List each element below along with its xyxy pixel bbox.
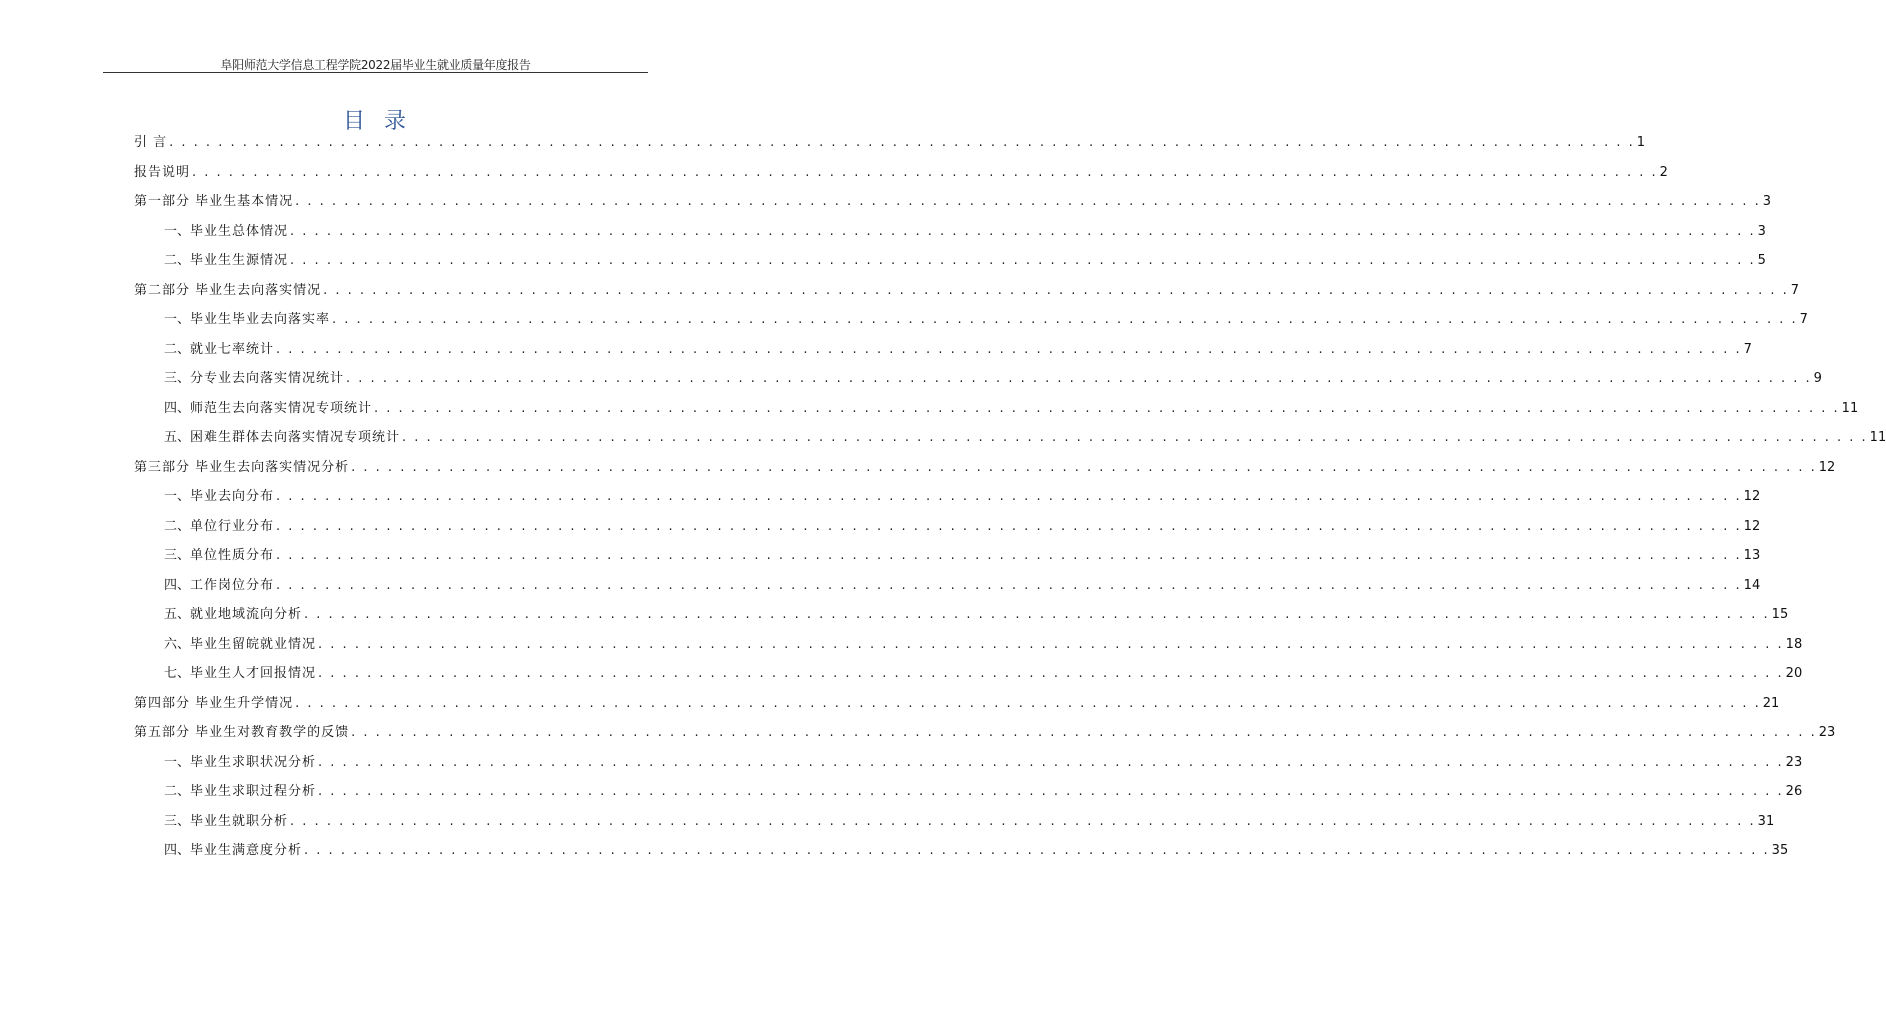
toc-entry-label: 毕业生就职分析 (190, 813, 289, 829)
toc-leader-dots: . . . . . . . . . . . . . . . . . . . . . . . . . . . . . . . . . . . . . . . . . . . . . . . . . . . . . . . . . . . . . . . . . . . . . . . . . . . . . . . . . . . . . . . . . . . . . . . . . . . . . . . . . . . . . . . . . . . . . . . . (290, 253, 1756, 268)
toc-entry-page: 35 (1771, 843, 1789, 858)
toc-entry-label: 报告说明 (134, 164, 191, 180)
toc-entry[interactable] (164, 634, 1803, 656)
toc-entry-label: 工作岗位分布 (190, 577, 275, 593)
toc-leader-dots: . . . . . . . . . . . . . . . . . . . . . . . . . . . . . . . . . . . . . . . . . . . . . . . . . . . . . . . . . . . . . . . . . . . . . . . . . . . . . . . . . . . . . . . . . . . . . . . . . . . . . . . . . . . . . . . . . . . . . . . . (318, 636, 1784, 652)
toc-entry[interactable] (164, 309, 1808, 331)
toc-entry-page: 12 (1743, 489, 1761, 504)
toc-entry-number: 六、 (164, 636, 191, 652)
toc-entry-number: 五、 (164, 430, 191, 445)
toc-entry-number: 四、 (164, 577, 191, 593)
toc-entry-number: 七、 (164, 666, 191, 681)
toc-entry-label: 分专业去向落实情况统计 (190, 371, 345, 386)
toc-leader-dots: . . . . . . . . . . . . . . . . . . . . . . . . . . . . . . . . . . . . . . . . . . . . . . . . . . . . . . . . . . . . . . . . . . . . . . . . . . . . . . . . . . . . . . . . . . . . . . . . . . . . . . . . . . . . . . . . . . . . . . . . (318, 754, 1784, 770)
toc-entry-label: 毕业生留皖就业情况 (190, 636, 317, 652)
toc-entry-page: 1 (1636, 135, 1646, 150)
toc-leader-dots: . . . . . . . . . . . . . . . . . . . . . . . . . . . . . . . . . . . . . . . . . . . . . . . . . . . . . . . . . . . . . . . . . . . . . . . . . . . . . . . . . . . . . . . . . . . . . . . . . . . . . . . . . . . . . . . . . . . . . . . . (318, 784, 1784, 799)
toc-entry[interactable] (134, 280, 1800, 302)
toc-entry-label: 困难生群体去向落实情况专项统计 (190, 430, 401, 445)
toc-entry-page: 20 (1785, 666, 1803, 681)
toc-leader-dots: . . . . . . . . . . . . . . . . . . . . . . . . . . . . . . . . . . . . . . . . . . . . . . . . . . . . . . . . . . . . . . . . . . . . . . . . . . . . . . . . . . . . . . . . . . . . . . . . . . . . . . . . . . . . . . . . . . . . . . . . (290, 813, 1756, 829)
toc-entry-label: 第二部分 毕业生去向落实情况 (134, 282, 322, 298)
toc-entry-label: 第四部分 毕业生升学情况 (134, 695, 294, 711)
toc-entry[interactable] (164, 663, 1803, 685)
toc-leader-dots: . . . . . . . . . . . . . . . . . . . . . . . . . . . . . . . . . . . . . . . . . . . . . . . . . . . . . . . . . . . . . . . . . . . . . . . . . . . . . . . . . . . . . . . . . . . . . . . . . . . . . . . . . . . . . . . . . . . . . . . . (304, 607, 1770, 622)
toc-entry-number: 二、 (164, 784, 191, 799)
toc-entry-number: 五、 (164, 607, 191, 622)
toc-leader-dots: . . . . . . . . . . . . . . . . . . . . . . . . . . . . . . . . . . . . . . . . . . . . . . . . . . . . . . . . . . . . . . . . . . . . . . . . . . . . . . . . . . . . . . . . . . . . . . . . . . . . . . . . . . . . . . . . . . . . . . . . (276, 489, 1742, 504)
toc-leader-dots: . . . . . . . . . . . . . . . . . . . . . . . . . . . . . . . . . . . . . . . . . . . . . . . . . . . . . . . . . . . . . . . . . . . . . . . . . . . . . . . . . . . . . . . . . . . . . . . . . . . . . . . . . . . . . . . . . . . . . . . . (276, 518, 1742, 534)
toc-entry-label: 毕业生人才回报情况 (190, 666, 317, 681)
header-rule (103, 72, 648, 73)
toc-entry-page: 31 (1757, 813, 1775, 829)
toc-title: 目 录 (343, 109, 412, 134)
toc-entry-label: 第一部分 毕业生基本情况 (134, 194, 294, 209)
toc-entry[interactable] (164, 811, 1775, 833)
toc-entry-page: 23 (1818, 725, 1836, 740)
toc-entry-page: 14 (1743, 577, 1761, 593)
toc-leader-dots: . . . . . . . . . . . . . . . . . . . . . . . . . . . . . . . . . . . . . . . . . . . . . . . . . . . . . . . . . . . . . . . . . . . . . . . . . . . . . . . . . . . . . . . . . . . . . . . . . . . . . . . . . . . . . . . . . . . . . . . . (318, 666, 1784, 681)
toc-entry-label: 毕业去向分布 (190, 489, 275, 504)
toc-entry[interactable] (134, 132, 1646, 154)
toc-leader-dots: . . . . . . . . . . . . . . . . . . . . . . . . . . . . . . . . . . . . . . . . . . . . . . . . . . . . . . . . . . . . . . . . . . . . . . . . . . . . . . . . . . . . . . . . . . . . . . . . . . . . . . . . . . . . . . . . . . . . . . . . (346, 371, 1812, 386)
toc-entry[interactable] (164, 781, 1803, 803)
toc-entry-number: 一、 (164, 489, 191, 504)
toc-entry-page: 11 (1841, 400, 1859, 416)
toc-leader-dots: . . . . . . . . . . . . . . . . . . . . . . . . . . . . . . . . . . . . . . . . . . . . . . . . . . . . . . . . . . . . . . . . . . . . . . . . . . . . . . . . . . . . . . . . . . . . . . . . . . . . . . . . . . . . . . . . . . . . . . . . (276, 548, 1742, 563)
toc-entry-label: 毕业生毕业去向落实率 (190, 312, 331, 327)
toc-leader-dots: . . . . . . . . . . . . . . . . . . . . . . . . . . . . . . . . . . . . . . . . . . . . . . . . . . . . . . . . . . . . . . . . . . . . . . . . . . . . . . . . . . . . . . . . . . . . . . . . . . . . . . . . . . . . . . . . . . . . . . . . (351, 725, 1817, 740)
toc-entry[interactable] (134, 162, 1668, 184)
toc-entry[interactable] (164, 398, 1859, 420)
toc-entry-label: 毕业生生源情况 (190, 253, 289, 268)
toc-leader-dots: . . . . . . . . . . . . . . . . . . . . . . . . . . . . . . . . . . . . . . . . . . . . . . . . . . . . . . . . . . . . . . . . . . . . . . . . . . . . . . . . . . . . . . . . . . . . . . . . . . . . . . . . . . . . . . . . . . . . . . . . (295, 695, 1761, 711)
toc-entry-page: 21 (1762, 695, 1780, 711)
toc-entry-page: 3 (1757, 223, 1766, 239)
toc-entry-number: 四、 (164, 400, 191, 416)
toc-entry[interactable] (164, 339, 1752, 361)
toc-entry[interactable] (164, 486, 1761, 508)
toc-entry[interactable] (164, 368, 1822, 390)
toc-entry[interactable] (134, 191, 1772, 213)
toc-entry-label: 引 言 (134, 135, 168, 150)
toc-entry-label: 毕业生满意度分析 (190, 843, 303, 858)
toc-entry-number: 一、 (164, 223, 191, 239)
toc-leader-dots: . . . . . . . . . . . . . . . . . . . . . . . . . . . . . . . . . . . . . . . . . . . . . . . . . . . . . . . . . . . . . . . . . . . . . . . . . . . . . . . . . . . . . . . . . . . . . . . . . . . . . . . . . . . . . . . . . . . . . . . . (276, 341, 1742, 357)
toc-entry-page: 23 (1785, 754, 1803, 770)
toc-entry-number: 三、 (164, 548, 191, 563)
toc-entry-label: 第五部分 毕业生对教育教学的反馈 (134, 725, 350, 740)
toc-entry[interactable] (164, 545, 1761, 567)
toc-entry-page: 9 (1813, 371, 1822, 386)
toc-entry-label: 单位行业分布 (190, 518, 275, 534)
toc-entry[interactable] (134, 693, 1780, 715)
toc-entry-number: 一、 (164, 754, 191, 770)
toc-entry-number: 三、 (164, 813, 191, 829)
toc-entry[interactable] (164, 575, 1761, 597)
toc-entry-page: 3 (1762, 194, 1772, 209)
toc-entry-page: 18 (1785, 636, 1803, 652)
toc-entry-page: 13 (1743, 548, 1761, 563)
toc-entry-page: 7 (1790, 282, 1800, 298)
toc-entry-label: 毕业生总体情况 (190, 223, 289, 239)
toc-entry-page: 12 (1818, 459, 1836, 475)
toc-entry-page: 2 (1659, 164, 1668, 180)
toc-entry-page: 15 (1771, 607, 1789, 622)
toc-entry[interactable] (164, 250, 1766, 272)
toc-leader-dots: . . . . . . . . . . . . . . . . . . . . . . . . . . . . . . . . . . . . . . . . . . . . . . . . . . . . . . . . . . . . . . . . . . . . . . . . . . . . . . . . . . . . . . . . . . . . . . . . . . . . . . . . . . . . . . . . . . . . . . . . (290, 223, 1756, 239)
toc-entry-label: 就业地域流向分析 (190, 607, 303, 622)
toc-leader-dots: . . . . . . . . . . . . . . . . . . . . . . . . . . . . . . . . . . . . . . . . . . . . . . . . . . . . . . . . . . . . . . . . . . . . . . . . . . . . . . . . . . . . . . . . . . . . . . . . . . . . . . . . . . . . . . . . . . . . . . . . (295, 194, 1761, 209)
toc-entry-number: 四、 (164, 843, 191, 858)
toc-entry[interactable] (164, 516, 1761, 538)
toc-entry-page: 11 (1869, 430, 1886, 445)
toc-entry[interactable] (164, 840, 1789, 862)
toc-entry[interactable] (164, 427, 1886, 449)
toc-entry-label: 师范生去向落实情况专项统计 (190, 400, 373, 416)
toc-entry-page: 7 (1799, 312, 1808, 327)
toc-entry[interactable] (134, 722, 1836, 744)
toc-entry-label: 单位性质分布 (190, 548, 275, 563)
toc-leader-dots: . . . . . . . . . . . . . . . . . . . . . . . . . . . . . . . . . . . . . . . . . . . . . . . . . . . . . . . . . . . . . . . . . . . . . . . . . . . . . . . . . . . . . . . . . . . . . . . . . . . . . . . . . . . . . . . . . . . . . . . . (192, 164, 1658, 180)
toc-entry-number: 三、 (164, 371, 191, 386)
toc-entry[interactable] (164, 752, 1803, 774)
toc-leader-dots: . . . . . . . . . . . . . . . . . . . . . . . . . . . . . . . . . . . . . . . . . . . . . . . . . . . . . . . . . . . . . . . . . . . . . . . . . . . . . . . . . . . . . . . . . . . . . . . . . . . . . . . . . . . . . . . . . . . . . . . . (304, 843, 1770, 858)
toc-leader-dots: . . . . . . . . . . . . . . . . . . . . . . . . . . . . . . . . . . . . . . . . . . . . . . . . . . . . . . . . . . . . . . . . . . . . . . . . . . . . . . . . . . . . . . . . . . . . . . . . . . . . . . . . . . . . . . . . . . . . . . . . (402, 430, 1868, 445)
toc-leader-dots: . . . . . . . . . . . . . . . . . . . . . . . . . . . . . . . . . . . . . . . . . . . . . . . . . . . . . . . . . . . . . . . . . . . . . . . . . . . . . . . . . . . . . . . . . . . . . . . . . . . . . . . . . . . . . . . . . . . . . . . . (351, 459, 1817, 475)
toc-entry-label: 第三部分 毕业生去向落实情况分析 (134, 459, 350, 475)
toc-entry-label: 就业七率统计 (190, 341, 275, 357)
toc-entry-label: 毕业生求职过程分析 (190, 784, 317, 799)
toc-entry[interactable] (164, 221, 1766, 243)
toc-leader-dots: . . . . . . . . . . . . . . . . . . . . . . . . . . . . . . . . . . . . . . . . . . . . . . . . . . . . . . . . . . . . . . . . . . . . . . . . . . . . . . . . . . . . . . . . . . . . . . . . . . . . . . . . . . . . . . . . . . . . . . . . (374, 400, 1840, 416)
toc-entry-number: 一、 (164, 312, 191, 327)
toc-entry-page: 5 (1757, 253, 1766, 268)
toc-entry-number: 二、 (164, 518, 191, 534)
toc-entry-page: 12 (1743, 518, 1761, 534)
toc-entry-page: 7 (1743, 341, 1752, 357)
toc-leader-dots: . . . . . . . . . . . . . . . . . . . . . . . . . . . . . . . . . . . . . . . . . . . . . . . . . . . . . . . . . . . . . . . . . . . . . . . . . . . . . . . . . . . . . . . . . . . . . . . . . . . . . . . . . . . . . . . . . . . . . . . . (169, 135, 1635, 150)
running-header: 阜阳师范大学信息工程学院2022届毕业生就业质量年度报告 (220, 58, 531, 72)
toc-entry[interactable] (164, 604, 1789, 626)
toc-leader-dots: . . . . . . . . . . . . . . . . . . . . . . . . . . . . . . . . . . . . . . . . . . . . . . . . . . . . . . . . . . . . . . . . . . . . . . . . . . . . . . . . . . . . . . . . . . . . . . . . . . . . . . . . . . . . . . . . . . . . . . . . (276, 577, 1742, 593)
toc-entry-label: 毕业生求职状况分析 (190, 754, 317, 770)
toc-entry-number: 二、 (164, 341, 191, 357)
toc-leader-dots: . . . . . . . . . . . . . . . . . . . . . . . . . . . . . . . . . . . . . . . . . . . . . . . . . . . . . . . . . . . . . . . . . . . . . . . . . . . . . . . . . . . . . . . . . . . . . . . . . . . . . . . . . . . . . . . . . . . . . . . . (332, 312, 1798, 327)
toc-entry-number: 二、 (164, 253, 191, 268)
toc-entry-page: 26 (1785, 784, 1803, 799)
toc-leader-dots: . . . . . . . . . . . . . . . . . . . . . . . . . . . . . . . . . . . . . . . . . . . . . . . . . . . . . . . . . . . . . . . . . . . . . . . . . . . . . . . . . . . . . . . . . . . . . . . . . . . . . . . . . . . . . . . . . . . . . . . . (323, 282, 1789, 298)
toc-entry[interactable] (134, 457, 1836, 479)
